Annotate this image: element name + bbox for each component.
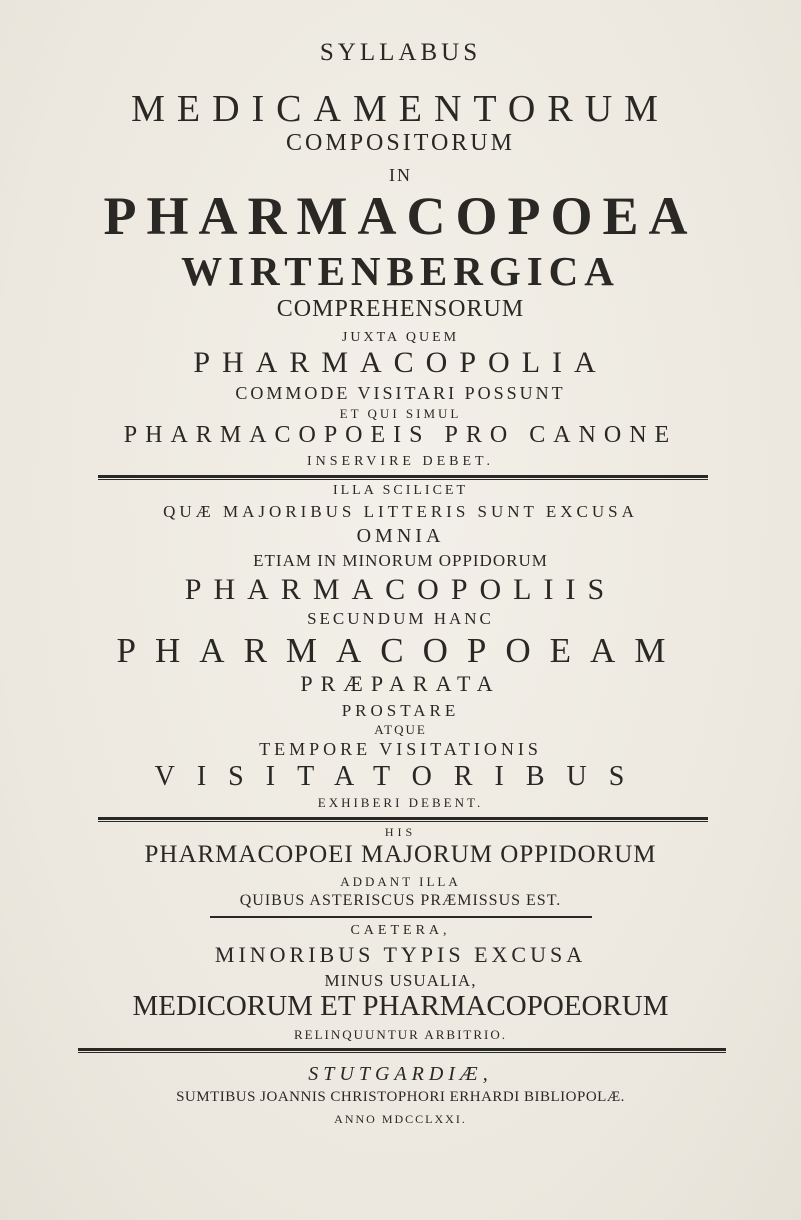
addant-illa: ADDANT ILLA — [340, 874, 461, 889]
atque: ATQUE — [374, 722, 427, 737]
divider-4 — [78, 1048, 726, 1053]
stutgardiae: STUTGARDIÆ, — [308, 1063, 493, 1085]
title-pharmacopoea: PHARMACOPOEA — [103, 186, 698, 246]
exhiberi-debent: EXHIBERI DEBENT. — [317, 795, 484, 810]
pharmacopolia: PHARMACOPOLIA — [193, 346, 608, 379]
divider-3 — [210, 916, 592, 918]
anno-mdcclxxi: ANNO MDCCLXXI. — [334, 1112, 467, 1126]
title-in: IN — [389, 165, 412, 185]
commode-visitari: COMMODE VISITARI POSSUNT — [235, 383, 566, 403]
minus-usualia: MINUS USUALIA, — [324, 971, 477, 990]
quibus-asteriscus: QUIBUS ASTERISCUS PRÆMISSUS EST. — [239, 892, 562, 909]
relinquuntur-arbitrio: RELINQUUNTUR ARBITRIO. — [294, 1027, 507, 1042]
illa-scilicet: ILLA SCILICET — [332, 483, 469, 498]
title-syllabus: SYLLABUS — [319, 39, 482, 66]
praeparata: PRÆPARATA — [300, 671, 501, 696]
title-medicamentorum: MEDICAMENTORUM — [131, 88, 670, 130]
visitatoribus: VISITATORIBUS — [154, 761, 647, 792]
pharmacopoei-majorum: PHARMACOPOEI MAJORUM OPPIDORUM — [144, 841, 657, 868]
divider-2 — [98, 817, 708, 822]
title-comprehensorum: COMPREHENSORUM — [276, 296, 525, 322]
quae-majoribus: QUÆ MAJORIBUS LITTERIS SUNT EXCUSA — [163, 502, 638, 521]
pharmacopoliis: PHARMACOPOLIIS — [184, 573, 617, 606]
juxta-quem: JUXTA QUEM — [341, 330, 460, 345]
inservire-debet: INSERVIRE DEBET. — [306, 454, 495, 469]
caetera: CAETERA, — [350, 923, 451, 938]
prostare: PROSTARE — [341, 701, 460, 720]
divider-1 — [98, 475, 708, 480]
medicorum-et-pharmacopoeorum: MEDICORUM ET PHARMACOPOEORUM — [132, 990, 669, 1022]
etiam-in-minorum: ETIAM IN MINORUM OPPIDORUM — [253, 551, 548, 570]
sumtibus-erhardi: SUMTIBUS JOANNIS CHRISTOPHORI ERHARDI BIBLIOPOLÆ. — [176, 1089, 625, 1105]
secundum-hanc: SECUNDUM HANC — [307, 609, 494, 628]
et-qui-simul: ET QUI SIMUL — [339, 406, 462, 421]
tempore-visitationis: TEMPORE VISITATIONIS — [259, 739, 542, 759]
title-wirtenbergica: WIRTENBERGICA — [181, 248, 620, 294]
pharmacopoeis-pro-canone: PHARMACOPOEIS PRO CANONE — [123, 422, 678, 448]
title-compositorum: COMPOSITORUM — [286, 130, 515, 156]
minoribus-typis: MINORIBUS TYPIS EXCUSA — [214, 942, 587, 967]
his: HIS — [384, 825, 417, 839]
omnia: OMNIA — [356, 525, 445, 547]
pharmacopoeam: PHARMACOPOEAM — [116, 631, 685, 670]
